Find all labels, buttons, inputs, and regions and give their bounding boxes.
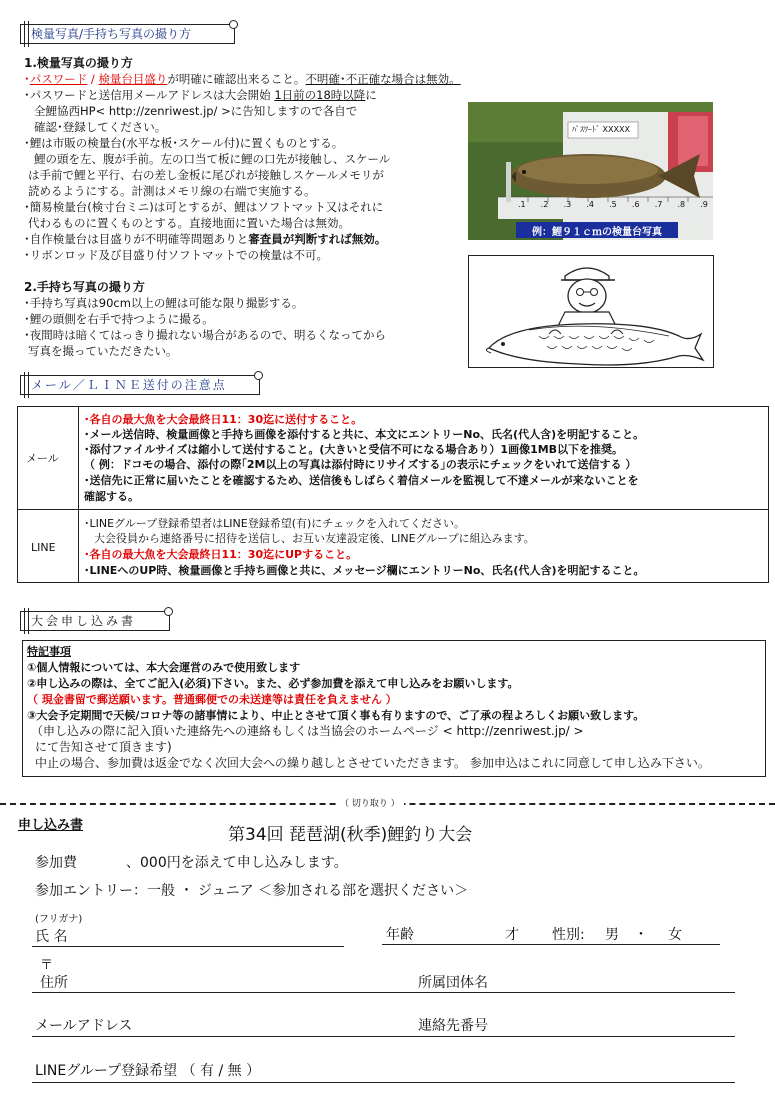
- mail-rule-5: ･送信先に正常に届いたことを確認するため、送信後もしばらく着信メールを監視して不達メールが来ないことを: [84, 474, 639, 487]
- email-label: メールアドレス: [35, 1018, 133, 1034]
- rule-line-11: [24, 231, 386, 247]
- email-contact-field[interactable]: [32, 1036, 735, 1037]
- rule-line-15: ･夜間時は暗くてはっきり撮れない場合があるので、明るくなってから: [24, 328, 387, 342]
- mail-rule-6: 確認する。: [84, 490, 139, 503]
- scale-number: .5: [609, 200, 617, 209]
- fee-label: 参加費: [35, 855, 77, 871]
- line-group-wish[interactable]: LINEグループ登録希望 （ 有 / 無 ）: [35, 1063, 261, 1079]
- scale-number: .1: [518, 200, 526, 209]
- rule-line-7: は手前で鯉と平行、右の差し金板に尾びれが接触しスケールメモリが: [28, 168, 384, 182]
- rule-line-3: 全鯉協西HP< http://zenriwest.jp/ >に告知しますので各自で: [34, 104, 358, 118]
- subsection-title-weigh-photo: 1.検量写真の撮り方: [24, 56, 133, 70]
- note-4: ③大会予定期間で天候/コロナ等の諸事情により、中止とさせて頂く事も有りますので、ご了承の程よろしくお願い致します。: [27, 709, 645, 722]
- scale-number: .3: [563, 200, 572, 209]
- form-label: 申し込み書: [18, 818, 84, 833]
- rule-line-16: 写真を撮っていただきたい。: [28, 344, 178, 358]
- note-5: （申し込みの際に記入頂いた連絡先への連絡もしくは当協会のホームページ < http://zenriwest.jp/ >: [31, 724, 584, 738]
- rule-mid: が明確に確認出来ること。: [167, 72, 306, 86]
- note-2: ②申し込みの際は、全てご記入(必須)下さい。また、必ず参加費を添えて申し込みをお願いします。: [27, 677, 519, 690]
- fee-text: 、000円を添えて申し込みします。: [126, 855, 348, 871]
- photo-caption: 例：鯉９１ｃｍの検量台写真: [532, 227, 662, 238]
- rule-line-10: 代わるものに置くものとする。直接地面に置いた場合は無効。: [28, 216, 350, 230]
- fisherman-holding-carp-icon: [469, 256, 713, 367]
- scale-number: .7: [654, 200, 663, 209]
- note-3: （ 現金書留で郵送願います。普通郵便での未送達等は責任を負えません ）: [27, 693, 397, 706]
- scale-number: .8: [677, 200, 686, 209]
- rule-2a: ･パスワードと送信用メールアドレスは大会開始: [24, 88, 275, 102]
- rule-line-5: ･鯉は市販の検量台(水平な板･スケール付)に置くものとする。: [24, 136, 344, 150]
- table-row-divider: [18, 509, 768, 510]
- furigana-label: (フリガナ): [35, 914, 83, 925]
- rule-line-1: ･パスワード / 検量台目盛りが明確に確認出来ること。不明確･不正確な場合は無効。: [24, 72, 461, 86]
- scroll-curl-icon: [229, 20, 238, 29]
- age-label: 年齢: [386, 927, 414, 943]
- name-field[interactable]: [32, 946, 344, 947]
- gender-male-option[interactable]: 男: [605, 927, 619, 943]
- carp-scale-photo: [468, 102, 713, 240]
- notes-title: 特記事項: [27, 645, 71, 658]
- contact-label: 連絡先番号: [418, 1018, 488, 1034]
- section-tab-label: メール／ＬＩＮＥ送付の注意点: [31, 378, 227, 392]
- rule-2c: に: [365, 88, 377, 102]
- rule-line-2: [24, 87, 377, 103]
- photo-password-tag: ﾊﾟｽﾜｰﾄﾞ XXXXX: [572, 125, 630, 134]
- scale-number: .9: [700, 200, 708, 209]
- line-rule-3: ･各自の最大魚を大会最終日11：30迄にUPすること。: [84, 548, 358, 561]
- cut-label: （ 切り取り ）: [336, 796, 404, 809]
- row-label-line: LINE: [31, 541, 56, 554]
- scale-text: 検量台目盛り: [98, 72, 168, 86]
- rule-line-4: 確認･登録してください。: [34, 120, 167, 134]
- rule-2b: 1日前の18時以降: [274, 88, 366, 102]
- address-field[interactable]: [32, 992, 735, 993]
- line-rule-2: 大会役員から連絡番号に招待を送信し、お互い友達設定後、LINEグループに組込みます。: [94, 532, 535, 545]
- rule-line-13: ･手持ち写真は90cm以上の鯉は可能な限り撮影する。: [24, 296, 304, 310]
- notice-table: [17, 406, 769, 583]
- scale-number: .2: [540, 200, 549, 209]
- line-rule-4: ･LINEへのUP時、検量画像と手持ち画像と共に、メッセージ欄にエントリーNo、氏名(代人含)を明記すること。: [84, 564, 645, 577]
- group-label: 所属団体名: [418, 975, 488, 991]
- carp-photo-graphic: [468, 102, 713, 240]
- line-rule-1: ･LINEグループ登録希望者はLINE登録希望(有)にチェックを入れてください。: [84, 517, 465, 530]
- mail-rule-4: （ 例：ドコモの場合、添付の際｢2M以上の写真は添付時にリサイズする｣の表示にチェックをいれて送信する ）: [84, 458, 637, 471]
- section-tab-application: [20, 611, 170, 631]
- section-tab-label: 大会申し込み書: [31, 614, 137, 628]
- rule-line-8: 読めるようにする。計測はメモリ線の右端で実施する。: [28, 184, 316, 198]
- subsection-title-hand-photo: 2.手持ち写真の撮り方: [24, 280, 145, 294]
- rule-11b: 審査員が判断すれば無効。: [248, 232, 387, 246]
- scale-number: .6: [631, 200, 640, 209]
- section-tab-label: 検量写真/手持ち写真の撮り方: [31, 27, 192, 41]
- rule-line-9: ･簡易検量台(検寸台ミニ)は可とするが、鯉はソフトマット又はそれに: [24, 200, 384, 214]
- name-label: 氏 名: [35, 929, 68, 945]
- line-wish-field: [32, 1082, 735, 1083]
- scroll-curl-icon: [254, 371, 263, 380]
- age-unit: 才: [505, 927, 519, 943]
- gender-female-option[interactable]: 女: [668, 927, 682, 943]
- section-tab-photo-guide: [20, 24, 235, 44]
- invalid-text: 不明確･不正確な場合は無効。: [305, 72, 461, 86]
- note-7: 中止の場合、参加費は返金でなく次回大会への繰り越しとさせていただきます。 参加申込はこれに同意して申し込み下さい。: [35, 756, 710, 770]
- password-text: パスワード: [29, 72, 88, 86]
- slash: /: [87, 72, 99, 86]
- postal-mark: 〒: [40, 958, 54, 973]
- scroll-curl-icon: [164, 607, 173, 616]
- note-6: にて告知させて頂きます): [35, 740, 172, 754]
- rule-11a: ･自作検量台は目盛りが不明確等問題ありと: [24, 232, 249, 246]
- scale-number: .4: [586, 200, 594, 209]
- note-1: ①個人情報については、本大会運営のみで使用致します: [27, 661, 301, 674]
- fisherman-illustration: [468, 255, 714, 368]
- special-notes-box: [22, 640, 766, 777]
- rule-line-6: 鯉の頭を左、腹が手前。左の口当て板に鯉の口先が接触し、スケール: [34, 152, 391, 166]
- table-column-divider: [78, 407, 79, 582]
- rule-line-12: ･リボンロッド及び目盛り付ソフトマットでの検量は不可。: [24, 248, 329, 262]
- entry-category-text: 参加エントリー：一般 ・ ジュニア ＜参加される部を選択ください＞: [35, 883, 469, 899]
- gender-label: 性別:: [552, 927, 585, 943]
- age-gender-field[interactable]: [382, 944, 720, 945]
- photo-scale-numbers: [518, 200, 708, 209]
- gender-separator: ・: [634, 927, 648, 943]
- rule-line-14: ･鯉の頭側を右手で持つように撮る。: [24, 312, 214, 326]
- form-title: 第34回 琵琶湖(秋季)鯉釣り大会: [228, 825, 473, 845]
- address-label: 住所: [40, 975, 68, 991]
- mail-rule-2: ･メール送信時、検量画像と手持ち画像を添付すると共に、本文にエントリーNo、氏名(代人含)を明記すること。: [84, 428, 645, 441]
- section-tab-mail-line: [20, 375, 260, 395]
- mail-rule-1: ･各自の最大魚を大会最終日11：30迄に送付すること。: [84, 413, 363, 426]
- row-label-mail: メール: [26, 452, 59, 465]
- mail-rule-3: ･添付ファイルサイズは縮小して送付すること。(大きいと受信不可になる場合あり）1画像1MB以下を推奨。: [84, 443, 624, 456]
